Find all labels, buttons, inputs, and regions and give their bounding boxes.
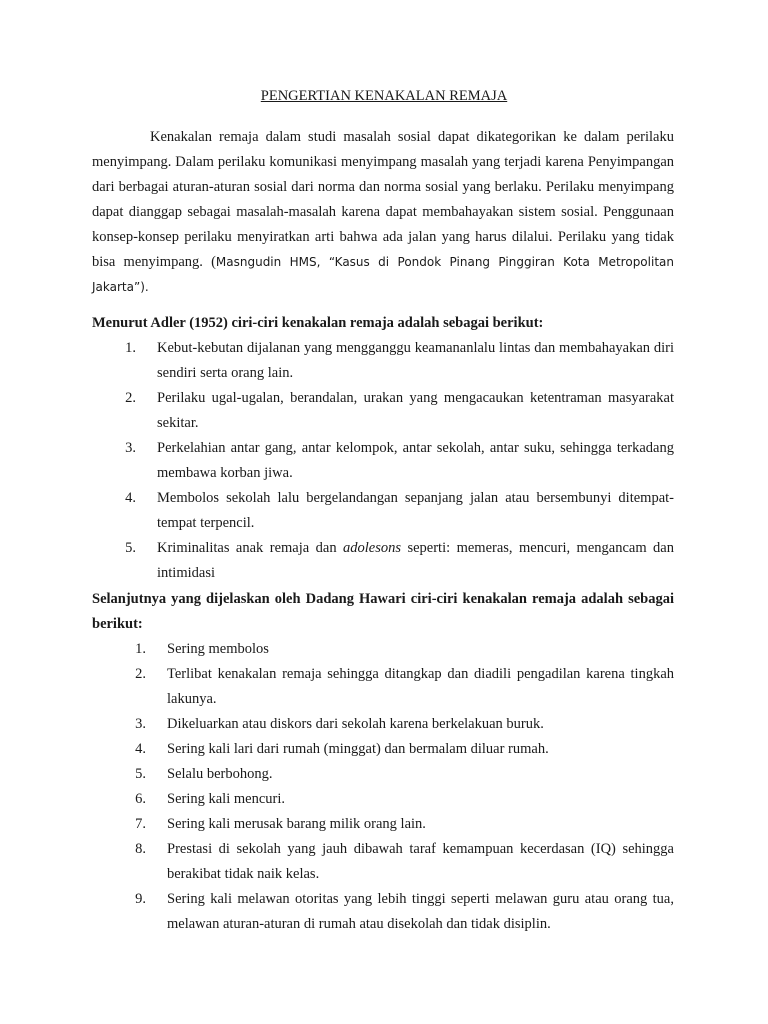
list-number: 2. [125,390,136,406]
list-text [157,536,674,586]
list-number: 2. [135,666,146,682]
list-number: 4. [125,490,136,506]
list-number: 5. [135,766,146,782]
list-item [92,887,674,937]
list-text-part: Kriminalitas anak remaja dan [157,540,344,556]
list-number: 1. [135,641,146,657]
list-number: 4. [135,741,146,757]
list-text: Perkelahian antar gang, antar kelompok, antar sekolah, antar suku, sehingga terkadang membawa korban jiwa. [157,440,674,481]
list-number: 6. [135,791,146,807]
intro-citation: Masngudin HMS, “Kasus di Pondok Pinang Pinggiran Kota Metropolitan Jakarta”). [92,255,674,294]
list-item [92,336,674,386]
list-number: 3. [135,716,146,732]
hawari-list [92,637,674,937]
list-item [92,637,674,662]
list-number: 7. [135,816,146,832]
adler-list [92,336,674,586]
list-text: Sering kali mencuri. [167,791,285,807]
list-item [92,787,674,812]
list-text: Prestasi di sekolah yang jauh dibawah taraf kemampuan kecerdasan (IQ) sehingga berakibat tidak naik kelas. [167,841,674,882]
list-item [92,737,674,762]
list-item [92,536,674,586]
page-title: PENGERTIAN KENAKALAN REMAJA [260,88,508,104]
list-text: Sering kali melawan otoritas yang lebih tinggi seperti melawan guru atau orang tua, melawan aturan-aturan di rumah atau disekolah dan tidak disiplin. [167,891,674,932]
list-text: Selalu berbohong. [167,766,273,782]
hawari-heading: Selanjutnya yang dijelaskan oleh Dadang Hawari ciri-ciri kenakalan remaja adalah sebagai berikut: [92,591,674,632]
list-text: Sering kali merusak barang milik orang lain. [167,816,426,832]
list-number: 1. [125,340,136,356]
intro-text: Kenakalan remaja dalam studi masalah sosial dapat dikategorikan ke dalam perilaku menyimpang. Dalam perilaku komunikasi menyimpang masalah yang terjadi karena Penyimpangan dari berbagai aturan-aturan sosial dari norma dan norma sosial yang berlaku. Perilaku menyimpang dapat dianggap sebagai masalah-masalah karena dapat membahayakan sistem sosial. Penggunaan konsep-konsep perilaku menyiratkan arti bahwa ada jalan yang harus dilalui. Perilaku yang tidak bisa menyimpang. ( [92,129,674,270]
list-item [92,436,674,486]
list-item [92,662,674,712]
intro-paragraph [92,125,674,300]
list-number: 5. [125,540,136,556]
adler-heading: Menurut Adler (1952) ciri-ciri kenakalan remaja adalah sebagai berikut: [92,315,544,331]
list-item [92,386,674,436]
list-number: 9. [135,891,146,907]
list-text: Kebut-kebutan dijalanan yang mengganggu keamananlalu lintas dan membahayakan diri sendiri serta orang lain. [157,340,674,381]
list-text-part: seperti: memeras, mencuri, mengancam dan intimidasi [157,540,674,581]
list-text: Terlibat kenakalan remaja sehingga ditangkap dan diadili pengadilan karena tingkah lakunya. [167,666,674,707]
list-item [92,712,674,737]
list-text: Sering kali lari dari rumah (minggat) dan bermalam diluar rumah. [167,741,549,757]
list-text: Dikeluarkan atau diskors dari sekolah karena berkelakuan buruk. [167,716,544,732]
list-text-italic: adolesons [343,540,402,556]
list-number: 3. [125,440,136,456]
list-text: Perilaku ugal-ugalan, berandalan, urakan yang mengacaukan ketentraman masyarakat sekitar. [157,390,674,431]
list-text: Membolos sekolah lalu bergelandangan sepanjang jalan atau bersembunyi ditempat-tempat terpencil. [157,490,674,531]
list-number: 8. [135,841,146,857]
list-item [92,762,674,787]
list-item [92,486,674,536]
list-text: Sering membolos [167,641,269,657]
list-item [92,837,674,887]
list-item [92,812,674,837]
